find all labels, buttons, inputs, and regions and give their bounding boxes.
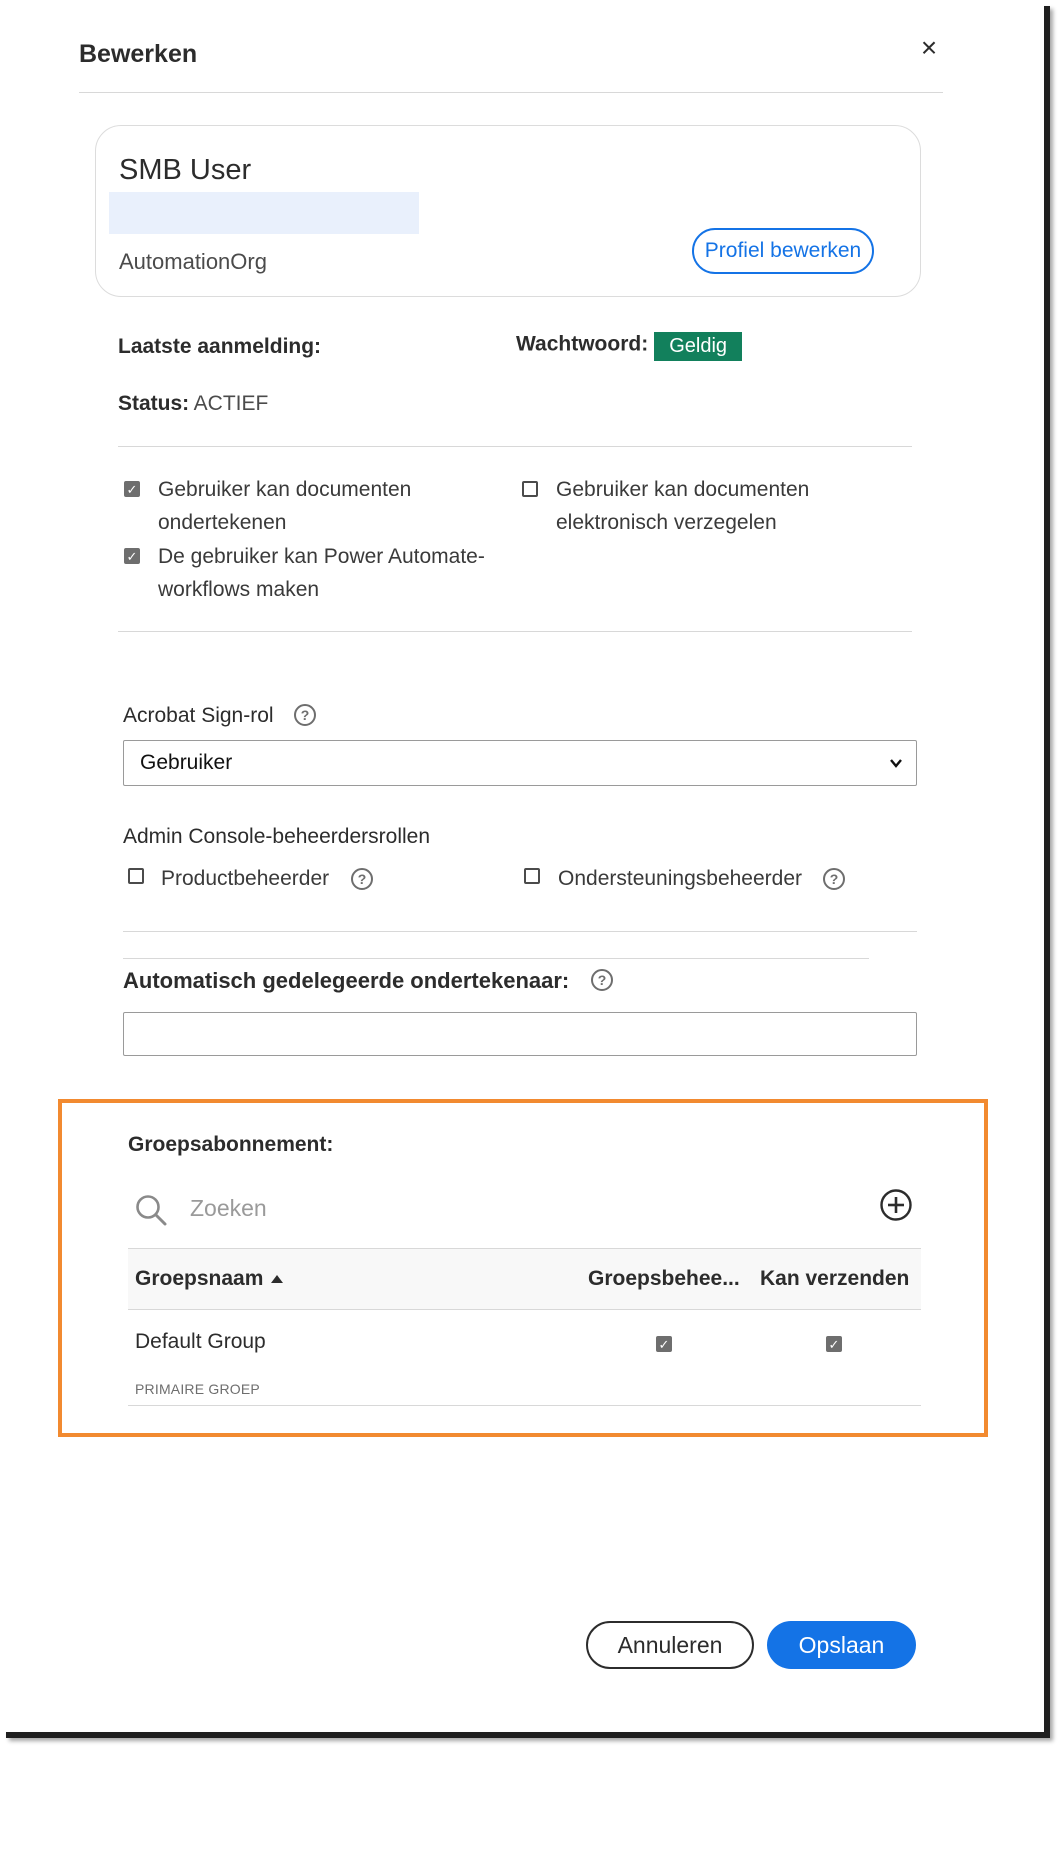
perm-sign-label-line2: ondertekenen	[158, 511, 287, 534]
perm-power-automate-label-line2: workflows maken	[158, 578, 320, 601]
password-label: Wachtwoord:	[516, 332, 649, 356]
group-table-header	[128, 1248, 921, 1310]
col-can-send[interactable]: Kan verzenden	[760, 1267, 910, 1290]
user-email-redacted	[109, 192, 419, 234]
status-value: ACTIEF	[193, 392, 269, 415]
close-icon[interactable]: ×	[920, 32, 938, 63]
support-admin-label: Ondersteuningsbeheerder	[558, 867, 803, 890]
profile-card	[95, 125, 921, 297]
status-label: Status:	[118, 392, 190, 415]
dialog-title: Bewerken	[79, 40, 198, 68]
group-search-input[interactable]: Zoeken	[190, 1195, 267, 1221]
perm-eseal-label-line2: elektronisch verzegelen	[556, 511, 777, 534]
search-icon	[134, 1193, 168, 1227]
admin-roles-divider	[123, 931, 917, 932]
cancel-button[interactable]: Annuleren	[586, 1621, 754, 1669]
product-admin-checkbox[interactable]	[128, 868, 144, 884]
perm-eseal-label-line1: Gebruiker kan documenten	[556, 478, 810, 501]
primary-group-label: PRIMAIRE GROEP	[135, 1381, 260, 1397]
perm-power-automate-label-line1: De gebruiker kan Power Automate-	[158, 545, 485, 568]
table-row	[128, 1310, 921, 1406]
last-login-label: Laatste aanmelding:	[118, 335, 322, 358]
group-name-cell: Default Group	[135, 1330, 266, 1353]
perm-eseal-label	[556, 473, 809, 539]
admin-roles-label: Admin Console-beheerdersrollen	[123, 825, 431, 848]
support-admin-help-icon[interactable]: ?	[823, 868, 845, 890]
user-name: SMB User	[119, 154, 252, 186]
password-status-badge: Geldig	[654, 332, 742, 361]
add-circle-icon[interactable]	[879, 1188, 913, 1222]
perm-eseal-checkbox[interactable]	[522, 481, 538, 497]
delegated-signer-help-icon[interactable]: ?	[591, 969, 613, 991]
sign-role-selected: Gebruiker	[140, 751, 233, 774]
edit-profile-button[interactable]: Profiel bewerken	[692, 228, 874, 274]
group-subscription-label: Groepsabonnement:	[128, 1133, 334, 1156]
can-send-checkbox[interactable]: ✓	[826, 1336, 842, 1352]
sort-ascending-icon	[271, 1275, 283, 1283]
delegated-signer-input[interactable]	[123, 1012, 917, 1056]
header-divider	[79, 92, 943, 93]
col-group-name[interactable]	[135, 1267, 283, 1291]
col-group-name-label: Groepsnaam	[135, 1267, 264, 1290]
perm-power-automate-label	[158, 540, 485, 606]
chevron-down-icon	[888, 755, 904, 771]
product-admin-help-icon[interactable]: ?	[351, 868, 373, 890]
info-divider	[118, 446, 912, 447]
perm-sign-checkbox[interactable]: ✓	[124, 481, 140, 497]
perm-power-automate-checkbox[interactable]: ✓	[124, 548, 140, 564]
status-row	[118, 392, 268, 416]
support-admin-checkbox[interactable]	[524, 868, 540, 884]
password-row	[516, 332, 742, 361]
col-group-admin[interactable]: Groepsbehee...	[588, 1267, 740, 1290]
product-admin-label: Productbeheerder	[161, 867, 330, 890]
perm-sign-label	[158, 473, 411, 539]
permissions-divider	[118, 631, 912, 632]
delegate-divider	[123, 958, 869, 959]
save-button[interactable]: Opslaan	[767, 1621, 916, 1669]
sign-role-label: Acrobat Sign-rol	[123, 704, 274, 727]
sign-role-help-icon[interactable]: ?	[294, 704, 316, 726]
sign-role-select[interactable]	[123, 740, 917, 786]
delegated-signer-label: Automatisch gedelegeerde ondertekenaar:	[123, 968, 570, 993]
perm-sign-label-line1: Gebruiker kan documenten	[158, 478, 412, 501]
group-admin-checkbox[interactable]: ✓	[656, 1336, 672, 1352]
user-org: AutomationOrg	[119, 249, 267, 274]
